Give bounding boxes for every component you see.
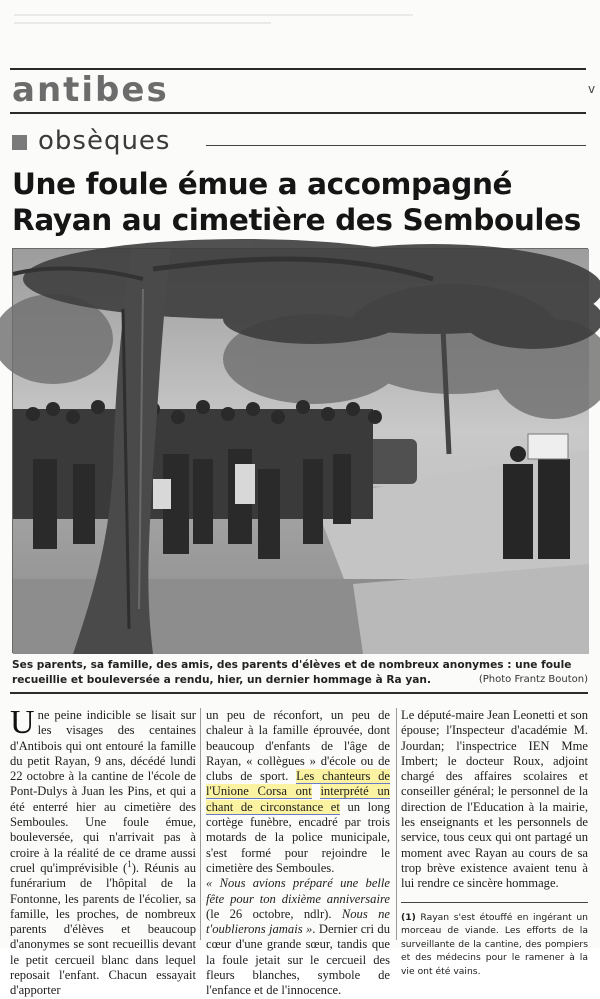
headline-line-2: Rayan au cimetière des Semboules bbox=[12, 203, 581, 237]
footnote bbox=[401, 911, 588, 979]
col2-text-c: . Dernier cri du cœur d'une grande sœur, tandis que la foule jetait sur le cercueil des fleurs blanches, symbole de l'enfance et de l'innocence. bbox=[206, 922, 390, 998]
kicker-square-icon bbox=[12, 135, 27, 150]
article-column-1 bbox=[10, 704, 196, 999]
footnote-rule bbox=[401, 902, 588, 903]
kicker: obsèques bbox=[38, 126, 171, 156]
drop-cap: U bbox=[10, 704, 35, 741]
section-side-mark: v bbox=[588, 82, 596, 96]
section-rule bbox=[10, 112, 586, 114]
footnote-reference: 1 bbox=[127, 858, 132, 869]
col1-text: ne peine indicible se lisait sur les visages des centaines d'Antibois qui ont entouré la famille du petit Rayan, 9 ans, décédé lundi 22 octobre à la cantine de l'école de Pont-Dulys à Juan les Pins, et qui a été enterré hier au cimetière des Semboules. Une foule émue, bouleversée, qui n'arrivait pas à croire à la réalité de ce drame aussi cruel qu'imprévisible ( bbox=[10, 708, 196, 875]
article-column-2 bbox=[206, 708, 390, 999]
quote-end: Nous ne t'oublierons jamais » bbox=[206, 906, 390, 937]
col3-text: Le député-maire Jean Leonetti et son épouse; l'Inspecteur d'académie M. Jourdan; l'inspectrice IEN Mme Imbert; le docteur Roux, adjoint chargé des affaires scolaires et conseiller général; le personnel de la direction de l'Education à la mairie, les enseignants et les personnels de service, tous ceux qui ont partagé un moment avec Rayan au cours de sa trop brève existence avaient tenu à lui rendre ce sincère hommage. bbox=[401, 708, 588, 891]
caption-rule bbox=[10, 692, 588, 694]
funeral-photo-illustration bbox=[13, 249, 589, 654]
col2-text-b: un long cortège funèbre, encadré par trois motards de la police municipale, s'est formé pour rejoindre le cimetière des Semboules. bbox=[206, 799, 391, 875]
footnote-number: (1) bbox=[401, 911, 416, 923]
column-separator bbox=[396, 708, 397, 940]
news-photo bbox=[12, 248, 588, 653]
headline-line-1: Une foule émue a accompagné bbox=[12, 167, 513, 201]
quote-start: « Nous avions préparé une belle fête pour ton dixième anniversaire bbox=[206, 876, 390, 906]
faint-bleed-through bbox=[14, 8, 584, 38]
highlighted-sentence-1: Les chanteurs de l'Unione Corsa ont bbox=[206, 769, 391, 799]
highlighted-sentence-2: interprété un chant de circonstance et bbox=[206, 784, 390, 814]
section-title: antibes bbox=[12, 70, 169, 110]
footnote-text: Rayan s'est étouffé en ingérant un morceau de viande. Les efforts de la surveillante de la cantine, des pompiers et des médecins pour le ramener à la vie ont été vains. bbox=[401, 911, 588, 977]
article-column-3 bbox=[401, 708, 588, 978]
col2-text-a: un peu de réconfort, un peu de chaleur à la famille éprouvée, dont beaucoup d'enfants de l'âge de Rayan, « collègues » d'école ou de clubs de sport. bbox=[206, 708, 390, 784]
quote-mid: (le 26 octobre, ndlr). bbox=[206, 906, 342, 921]
photo-credit: (Photo Frantz Bouton) bbox=[478, 674, 588, 685]
column-separator bbox=[200, 708, 201, 940]
headline bbox=[12, 166, 592, 238]
kicker-rule bbox=[206, 145, 586, 146]
photo-caption: Ses parents, sa famille, des amis, des parents d'élèves et de nombreux anonymes : une foule recueillie et bouleversée a rendu, hier, un dernier hommage à Ra yan. bbox=[12, 659, 572, 686]
col1-text-end: ). Réunis au funérarium de l'hôpital de la Fontonne, les parents de l'écolier, sa famille, les proches, de nombreux parents d'élèves et beaucoup d'anonymes se sont recueillis devant le petit cercueil blanc dans lequel reposait l'enfant. Chacun essayait d'apporter bbox=[10, 860, 196, 998]
